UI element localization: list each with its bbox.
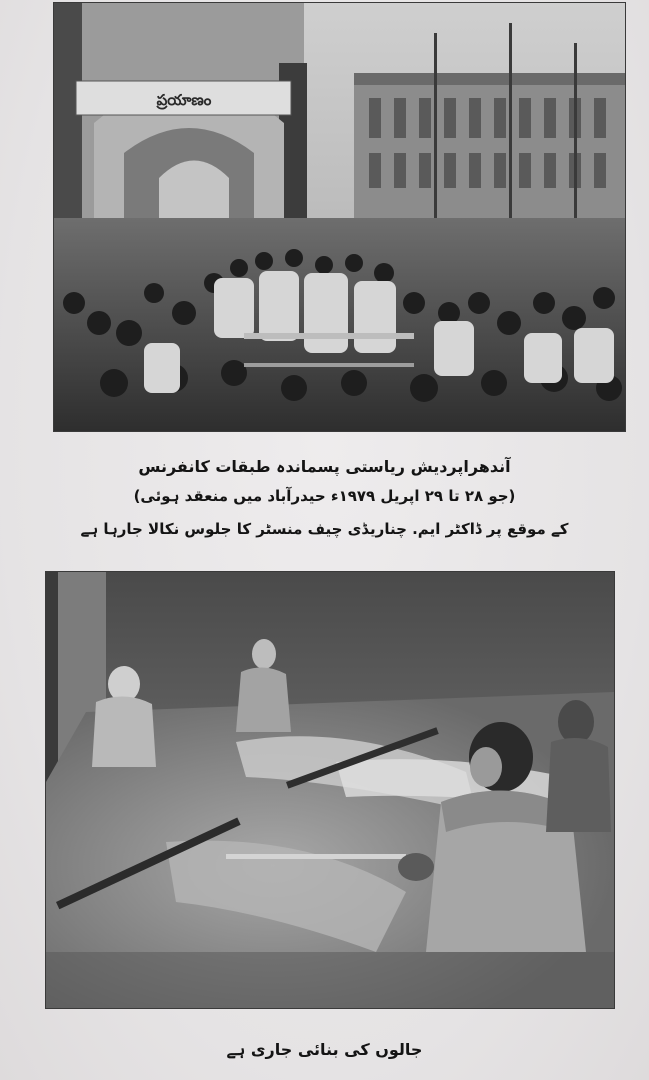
caption-bottom: جالوں کی بنائی جاری ہے	[226, 1040, 423, 1059]
caption-line-1: آندھراپردیش ریاستی پسماندہ طبقات کانفرنس	[138, 457, 511, 476]
caption-line-3: کے موقع پر ڈاکٹر ایم. چناریڈی چیف منسٹر کا جلوس نکالا جارہا ہے	[80, 520, 569, 538]
net-weaving-photo	[45, 571, 615, 1009]
caption-line-2: (جو ۲۸ تا ۲۹ اپریل ۱۹۷۹ء حیدرآباد میں منعقد ہوئی)	[133, 487, 516, 505]
procession-photo	[53, 2, 626, 432]
banner-text: ప్రయాణం	[156, 91, 212, 109]
